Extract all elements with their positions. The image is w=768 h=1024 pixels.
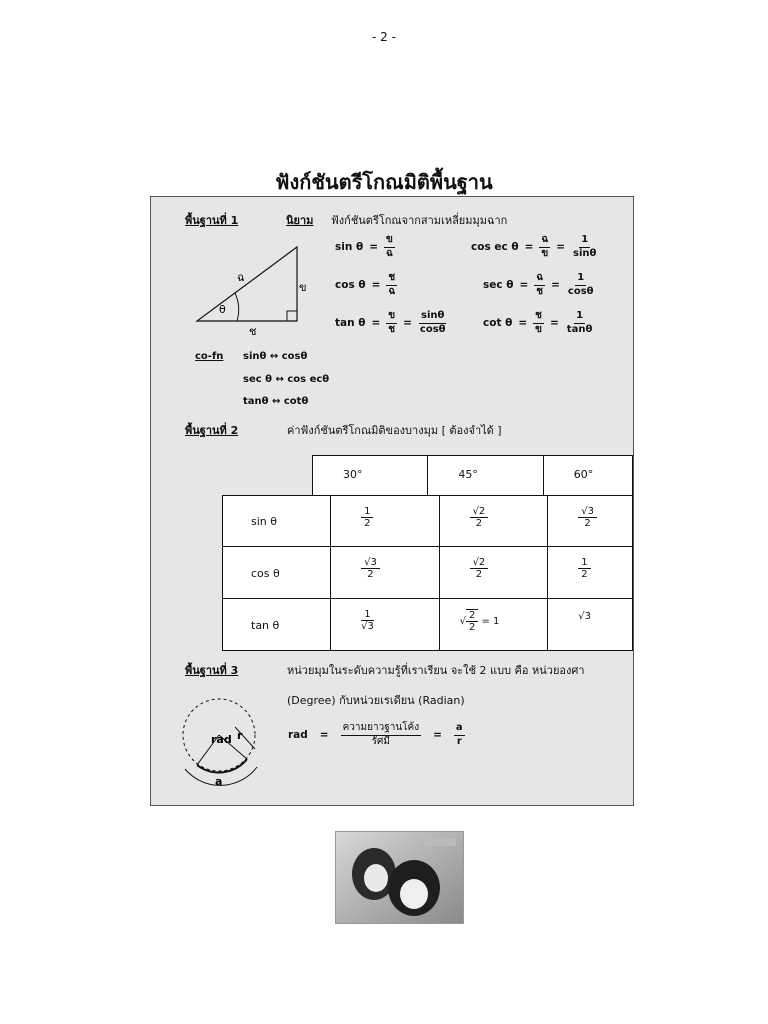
cofn-label: co-fn (195, 351, 224, 362)
section1-label: พื้นฐานที่ 1 (185, 214, 239, 227)
section2-text: ค่าฟังก์ชันตรีโกณมิติของบางมุม [ ต้องจำได้ ] (287, 424, 502, 437)
right-angle-mark (287, 311, 297, 321)
cofn-item-2: sec θ ↔ cos ecθ (243, 374, 330, 385)
cell-tan-30: $\frac{1}{√3}$ (331, 599, 439, 651)
section3-line1: หน่วยมุมในระดับความรู้ที่เราเรียน จะใช้ 2 แบบ คือ หน่วยองศา (287, 664, 585, 677)
table-row-tan (223, 599, 633, 651)
angle-arc (235, 293, 239, 321)
row-name-tan: tan θ (223, 599, 331, 651)
a-label: a (215, 775, 223, 788)
cell-sin-30: $\frac{1}{2}$ (331, 496, 439, 547)
cofn-item-1: sinθ ↔ cosθ (243, 351, 308, 362)
cell-tan-60: √3 (548, 599, 633, 651)
cell-sin-60: $\frac{√3}{2}$ (548, 496, 633, 547)
sec-formula: sec θ = $\frac{\text{ฉ}}{\text{ช}}$ = $\frac{1}{\cos\theta}$ (483, 272, 594, 297)
header-45: 45° (428, 456, 543, 496)
anime-illustration-image (335, 831, 464, 924)
r-label: r (237, 729, 243, 742)
triangle-adj-label: ช (249, 325, 257, 337)
header-60: 60° (543, 456, 632, 496)
table-row-sin (223, 496, 633, 547)
page-title: ฟังก์ชันตรีโกณมิติพื้นฐาน (275, 170, 493, 194)
trig-values-table (222, 495, 633, 651)
cell-sin-45: $\frac{√2}{2}$ (439, 496, 548, 547)
triangle-angle-label: θ (219, 303, 226, 316)
cell-cos-60: $\frac{1}{2}$ (548, 547, 633, 599)
rad-label: rad (211, 733, 232, 746)
angle-header-table (312, 455, 633, 496)
definition-label: นิยาม (286, 214, 314, 227)
sin-formula: sin θ = $\frac{\text{ข}}{\text{ฉ}}$ (335, 234, 393, 259)
section3-line2: (Degree) กับหน่วยเรเดียน (Radian) (287, 694, 465, 707)
header-30: 30° (313, 456, 428, 496)
arc-segment (197, 759, 247, 772)
content-box (150, 196, 634, 806)
cosec-formula: cos ec θ = $\frac{\text{ฉ}}{\text{ข}}$ = $\frac{1}{\sin\theta}$ (471, 234, 597, 259)
row-name-sin: sin θ (223, 496, 331, 547)
cot-formula: cot θ = $\frac{\text{ช}}{\text{ข}}$ = $\frac{1}{\tan\theta}$ (483, 310, 593, 335)
cofn-item-3: tanθ ↔ cotθ (243, 396, 309, 407)
triangle-opp-label: ข (299, 281, 307, 294)
cos-formula: cos θ = $\frac{\text{ช}}{\text{ฉ}}$ (335, 272, 396, 297)
radian-formula: rad = $\frac{\text{ความยาวฐานโค้ง}}{\text{รัศมี}}$ = $\frac{a}{r}$ (288, 722, 463, 747)
triangle-shape (197, 247, 297, 321)
section2-label: พื้นฐานที่ 2 (185, 424, 239, 437)
cell-cos-30: $\frac{√3}{2}$ (331, 547, 439, 599)
tan-formula: tan θ = $\frac{\text{ข}}{\text{ช}}$ = $\frac{\sin\theta}{\cos\theta}$ (335, 310, 446, 335)
cell-tan-45: √ $\frac{2}{2}$ = 1 (439, 599, 548, 651)
right-triangle-figure (191, 243, 311, 337)
page-number: - 2 - (372, 30, 396, 44)
row-name-cos: cos θ (223, 547, 331, 599)
radian-circle-figure (177, 691, 287, 791)
table-row-cos (223, 547, 633, 599)
section3-label: พื้นฐานที่ 3 (185, 664, 239, 677)
cell-cos-45: $\frac{√2}{2}$ (439, 547, 548, 599)
illustration-placeholder (336, 832, 463, 923)
triangle-hyp-label: ฉ (237, 271, 245, 284)
definition-text: ฟังก์ชันตรีโกณจากสามเหลี่ยมมุมฉาก (331, 214, 508, 227)
